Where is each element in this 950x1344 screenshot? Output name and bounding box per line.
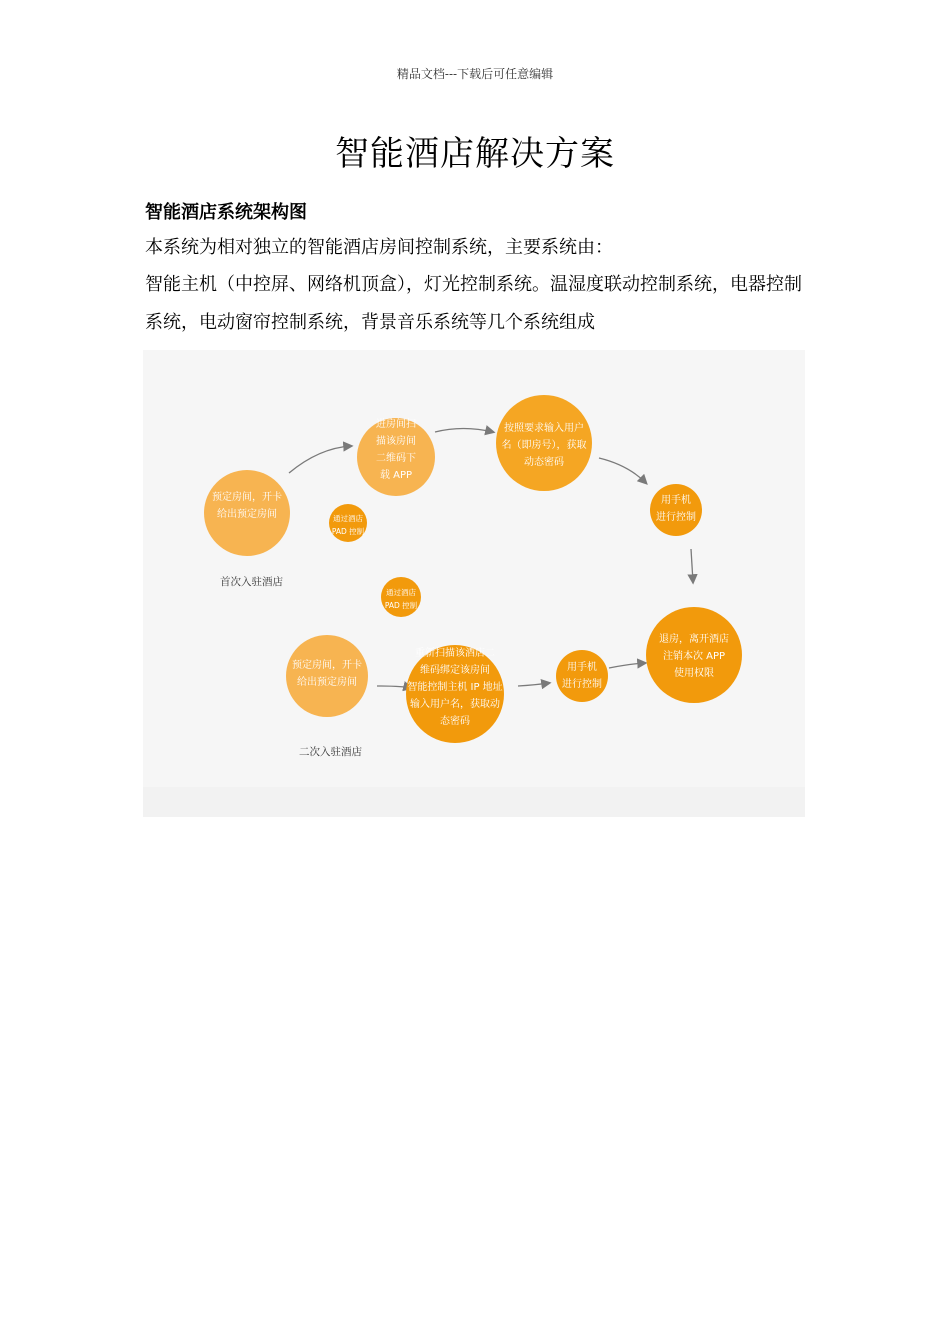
header-note: 精品文档---下载后可任意编辑: [396, 67, 554, 81]
flow-arrow: [599, 458, 646, 483]
node-text-line: 名（即房号），获取: [501, 440, 587, 451]
node-circle-n5: [650, 484, 702, 536]
node-text-line: 按照要求输入用户: [504, 423, 584, 434]
node-circle-n8: [286, 635, 368, 717]
node-circle-n3: [329, 504, 367, 542]
node-text-line: 用手机: [567, 662, 597, 673]
node-text-line: 给出预定房间: [217, 509, 277, 520]
flow-arrow: [435, 429, 493, 433]
node-text-line: 动态密码: [524, 457, 564, 468]
node-text-line: 注销本次 APP: [662, 651, 726, 662]
document-title: 智能酒店解决方案: [335, 134, 615, 174]
node-text-line: 重新扫描该酒店二: [415, 648, 495, 659]
node-text-line: 进行控制: [562, 679, 602, 690]
flow-arrow: [691, 549, 693, 582]
node-text-line: 维码绑定该房间: [420, 665, 490, 676]
flow-arrow: [518, 683, 549, 686]
node-text-line: 进房间扫: [376, 419, 416, 430]
node-text-line: 描该房间: [376, 436, 416, 447]
node-text-line: 使用权限: [674, 668, 714, 679]
caption-first-stay: 首次入驻酒店: [220, 576, 283, 588]
node-circle-n9: [406, 645, 504, 743]
node-text-line: 退房，离开酒店: [659, 634, 729, 645]
architecture-diagram: [143, 350, 805, 817]
node-text-line: 进行控制: [656, 512, 696, 523]
node-text-line: 预定房间，开卡: [292, 660, 362, 671]
node-text-line: 输入用户名，获取动: [410, 699, 500, 710]
node-text-line: 智能控制主机 IP 地址: [407, 682, 503, 693]
node-text-line: 通过酒店: [386, 588, 416, 597]
node-circle-n10: [556, 650, 608, 702]
paragraph-intro: 本系统为相对独立的智能酒店房间控制系统，主要系统由：: [145, 237, 613, 258]
node-text-line: 态密码: [440, 716, 470, 727]
flow-arrow: [289, 446, 351, 473]
node-text-line: 二维码下: [376, 453, 416, 464]
node-text-line: 用手机: [661, 495, 691, 506]
node-text-line: 给出预定房间: [297, 677, 357, 688]
node-text-line: 载 APP: [379, 470, 413, 481]
node-text-line: PAD 控制: [331, 526, 365, 536]
node-circle-n7: [381, 577, 421, 617]
node-text-line: PAD 控制: [384, 600, 418, 610]
node-text-line: 通过酒店: [333, 514, 363, 523]
node-text-line: 预定房间，开卡: [212, 492, 282, 503]
diagram-bottom-strip: [143, 787, 805, 817]
flow-arrow: [609, 663, 645, 668]
flow-arrow: [377, 686, 411, 688]
paragraph-systems: 智能主机（中控屏、网络机顶盒），灯光控制系统。温湿度联动控制系统，电器控制系统，电动窗帘控制系统，背景音乐系统等几个系统组成: [145, 274, 802, 333]
caption-second-stay: 二次入驻酒店: [299, 746, 362, 758]
section-heading: 智能酒店系统架构图: [145, 202, 307, 223]
